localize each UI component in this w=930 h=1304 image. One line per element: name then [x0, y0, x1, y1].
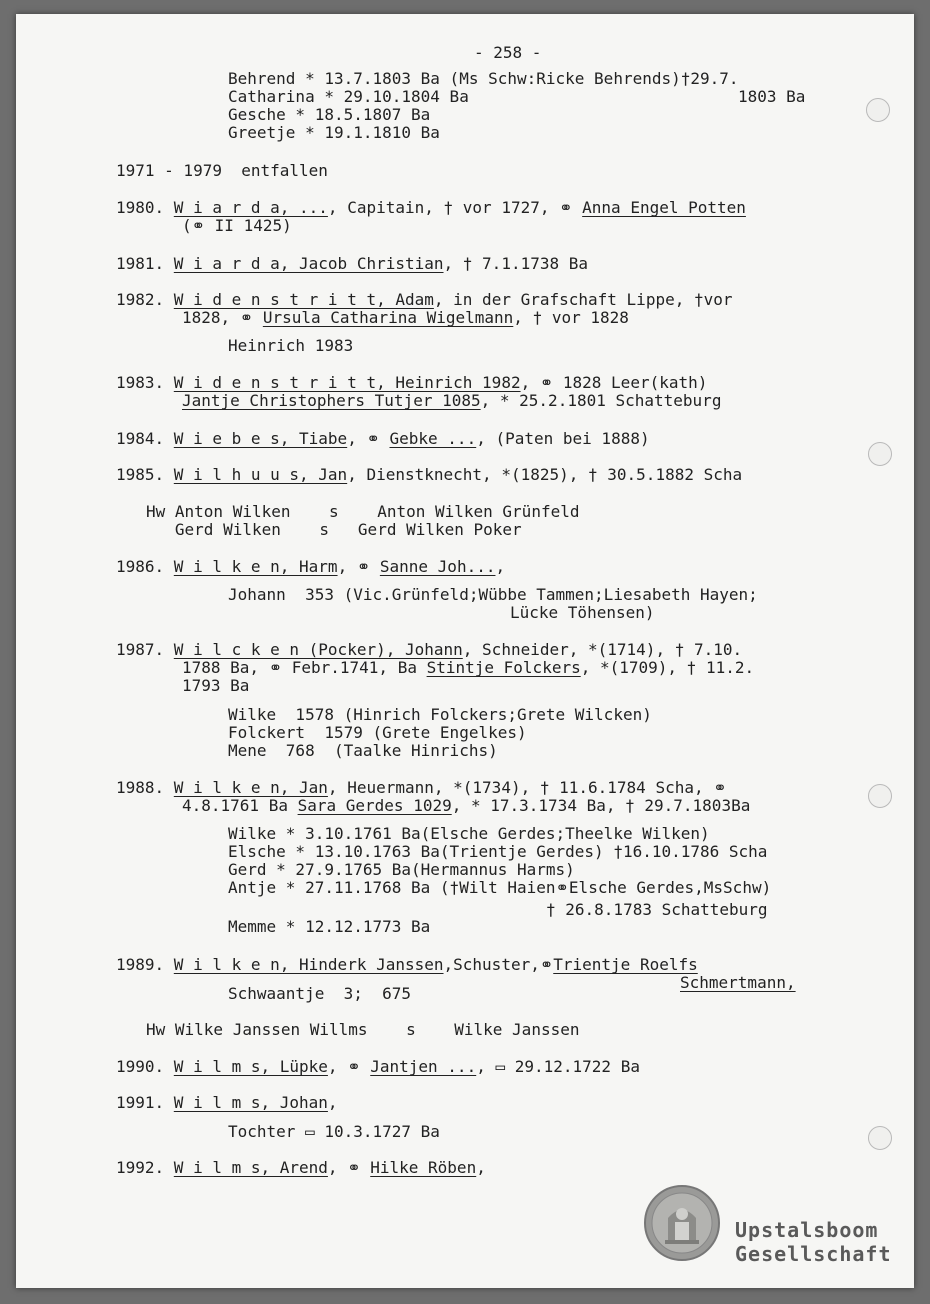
child-line: Wilke 1578 (Hinrich Folckers;Grete Wilcken) [228, 705, 652, 724]
entry-number: 1981. [116, 254, 174, 273]
surname: W i l h u u s, Jan [173, 465, 348, 484]
entry-1983 [116, 374, 707, 392]
line: Hw Wilke Janssen Willms s Wilke Janssen [146, 1020, 580, 1039]
entry-1990 [116, 1058, 640, 1076]
surname: W i d e n s t r i t t, Adam [173, 290, 434, 309]
entry-1989 [116, 956, 698, 974]
surname: W i e b e s, Tiabe [173, 429, 348, 448]
entry-text: , Capitain, † vor 1727, ⚭ [327, 198, 583, 217]
entry-text: , ⚭ [337, 557, 380, 576]
child-line: Schwaantje 3; 675 [228, 984, 412, 1003]
entry-number: 1990. [116, 1057, 174, 1076]
line: 1971 - 1979 entfallen [116, 161, 328, 180]
entry-text: ,Schuster,⚭ [443, 955, 554, 974]
line: 1793 Ba [182, 676, 250, 695]
entry-1986 [116, 558, 505, 576]
logo-line2: Gesellschaft [735, 1242, 892, 1266]
entry-number: 1992. [116, 1158, 174, 1177]
child-line: Antje * 27.11.1768 Ba (†Wilt Haien⚭Elsche Gerdes,MsSchw) [228, 878, 772, 897]
spouse: Jantjen ... [370, 1057, 477, 1076]
line: (⚭ II 1425) [182, 216, 292, 235]
entry-text: , Heuermann, *(1734), † 11.6.1784 Scha, ⚭ [327, 778, 727, 797]
surname: W i l m s, Arend [173, 1158, 328, 1177]
entry-text: , ⚭ [327, 1158, 371, 1177]
entry-1992 [116, 1159, 486, 1177]
line: Greetje * 19.1.1810 Ba [228, 123, 440, 142]
child-line: Johann 353 (Vic.Grünfeld;Wübbe Tammen;Liesabeth Hayen; [228, 585, 758, 604]
entry-number: 1988. [116, 778, 174, 797]
entry-number: 1982. [116, 290, 174, 309]
entry-number: 1989. [116, 955, 174, 974]
entry-text: , * 17.3.1734 Ba, † 29.7.1803Ba [451, 796, 751, 815]
child-line: Mene 768 (Taalke Hinrichs) [228, 741, 498, 760]
spouse: Ursula Catharina Wigelmann [262, 308, 514, 327]
entry-number: 1985. [116, 465, 174, 484]
entry-1987 [116, 641, 742, 659]
entry-number: 1987. [116, 640, 174, 659]
line [182, 659, 754, 677]
entry-text: , ▭ 29.12.1722 Ba [476, 1057, 640, 1076]
entry-text: , [327, 1093, 338, 1112]
entry-text: 1788 Ba, ⚭ Febr.1741, Ba [182, 658, 427, 677]
entry-text: , Schneider, *(1714), † 7.10. [462, 640, 743, 659]
line: Behrend * 13.7.1803 Ba (Ms Schw:Ricke Behrends)†29.7. [228, 69, 739, 88]
entry-text: , [495, 557, 506, 576]
surname: W i l k e n, Jan [173, 778, 328, 797]
entry-text: 4.8.1761 Ba [182, 796, 298, 815]
spouse: Trientje Roelfs [553, 955, 698, 974]
child-line: Elsche * 13.10.1763 Ba(Trientje Gerdes) †16.10.1786 Scha [228, 842, 768, 861]
spouse: Sanne Joh... [379, 557, 496, 576]
logo-line1: Upstalsboom [735, 1218, 879, 1242]
spouse: Sara Gerdes 1029 [297, 796, 452, 815]
line: Gesche * 18.5.1807 Ba [228, 105, 431, 124]
surname: W i l c k e n (Pocker), Johann [173, 640, 463, 659]
entry-text: , ⚭ [347, 429, 390, 448]
spouse: Anna Engel Potten [582, 198, 746, 217]
entry-1984 [116, 430, 650, 448]
child-line: Wilke * 3.10.1761 Ba(Elsche Gerdes;Theelke Wilken) [228, 824, 710, 843]
surname: W i a r d a, Jacob Christian [173, 254, 444, 273]
entry-number: 1980. [116, 198, 174, 217]
entry-number: 1991. [116, 1093, 174, 1112]
entry-text: , ⚭ 1828 Leer(kath) [520, 373, 708, 392]
entry-number: 1984. [116, 429, 174, 448]
entry-1991 [116, 1094, 338, 1112]
entry-number: 1986. [116, 557, 174, 576]
entry-1981 [116, 255, 588, 273]
surname: W i a r d a, ... [173, 198, 328, 217]
surname: W i l k e n, Harm [173, 557, 338, 576]
child-line: Folckert 1579 (Grete Engelkes) [228, 723, 527, 742]
spouse: Jantje Christophers Tutjer 1085 [182, 391, 481, 410]
entry-number: 1983. [116, 373, 174, 392]
line: 1803 Ba [738, 87, 806, 106]
spouse: Gebke ... [389, 429, 477, 448]
spouse: Stintje Folckers [426, 658, 581, 677]
child-line: Heinrich 1983 [228, 336, 354, 355]
entry-text: , * 25.2.1801 Schatteburg [480, 391, 722, 410]
line: Gerd Wilken s Gerd Wilken Poker [146, 520, 522, 539]
line: † 26.8.1783 Schatteburg [546, 900, 768, 919]
entry-text: , Dienstknecht, *(1825), † 30.5.1882 Scha [347, 465, 743, 484]
entry-text: , *(1709), † 11.2. [580, 658, 755, 677]
spouse: Schmertmann, [680, 973, 796, 992]
entry-text: , † vor 1828 [513, 308, 629, 327]
child-line: Gerd * 27.9.1765 Ba(Hermannus Harms) [228, 860, 575, 879]
page-number: - 258 - [474, 43, 542, 62]
entry-text: , ⚭ [327, 1057, 371, 1076]
line: Catharina * 29.10.1804 Ba [228, 87, 469, 106]
child-line: Memme * 12.12.1773 Ba [228, 917, 431, 936]
line [182, 797, 750, 815]
surname: W i l m s, Johan [173, 1093, 328, 1112]
entry-1980 [116, 199, 746, 217]
entry-text: , (Paten bei 1888) [476, 429, 650, 448]
entry-1985 [116, 466, 742, 484]
line: Lücke Töhensen) [510, 603, 655, 622]
entry-text: , † 7.1.1738 Ba [443, 254, 589, 273]
entry-1982 [116, 291, 733, 309]
entry-1988 [116, 779, 727, 797]
child-line: Tochter ▭ 10.3.1727 Ba [228, 1122, 440, 1141]
entry-text: , [476, 1158, 486, 1177]
spouse: Hilke Röben [370, 1158, 477, 1177]
line [182, 392, 721, 410]
surname: W i d e n s t r i t t, Heinrich 1982 [173, 373, 521, 392]
surname: W i l k e n, Hinderk Janssen [173, 955, 444, 974]
seal-icon [643, 1184, 721, 1262]
surname: W i l m s, Lüpke [173, 1057, 328, 1076]
line: Hw Anton Wilken s Anton Wilken Grünfeld [146, 502, 580, 521]
line [182, 309, 629, 327]
entry-text: 1828, ⚭ [182, 308, 263, 327]
entry-text: , in der Grafschaft Lippe, †vor [433, 290, 733, 309]
